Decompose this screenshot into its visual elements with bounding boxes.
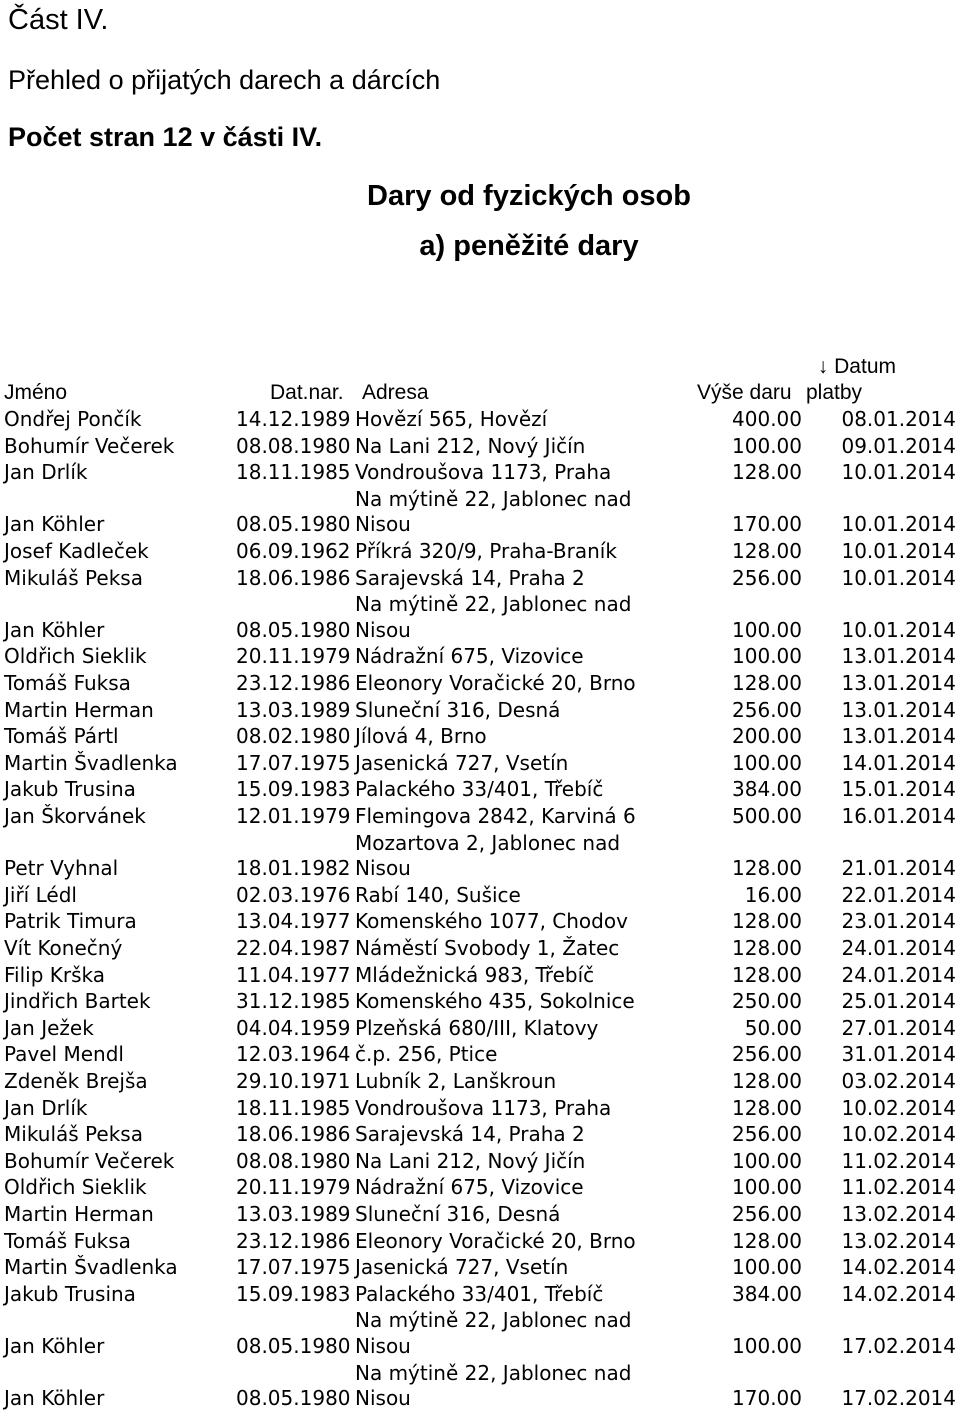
donor-name: Jan Köhler bbox=[4, 512, 105, 537]
payment-date: 10.01.2014 bbox=[841, 460, 956, 485]
column-header-name: Jméno bbox=[4, 381, 68, 404]
gift-amount: 128.00 bbox=[732, 962, 802, 987]
donor-name: Tomáš Fuksa bbox=[4, 1228, 131, 1253]
address-line-top: Na mýtině 22, Jablonec nad bbox=[355, 486, 632, 511]
address: Nádražní 675, Vizovice bbox=[355, 1175, 584, 1200]
birth-date: 17.07.1975 bbox=[236, 1255, 351, 1280]
payment-date: 13.02.2014 bbox=[841, 1202, 956, 1226]
address: Palackého 33/401, Třebíč bbox=[355, 777, 604, 802]
donor-name: Jan Köhler bbox=[4, 617, 105, 642]
gift-amount: 256.00 bbox=[732, 1042, 802, 1067]
payment-date: 10.01.2014 bbox=[841, 617, 956, 642]
address: Sarajevská 14, Praha 2 bbox=[355, 565, 585, 590]
donor-name: Jan Drlík bbox=[4, 460, 88, 485]
payment-date: 08.01.2014 bbox=[841, 407, 956, 431]
gift-amount: 100.00 bbox=[732, 1175, 802, 1200]
payment-date: 17.02.2014 bbox=[841, 1334, 956, 1358]
payment-date: 11.02.2014 bbox=[841, 1148, 956, 1173]
gift-amount: 128.00 bbox=[732, 671, 802, 695]
birth-date: 17.07.1975 bbox=[236, 750, 351, 775]
address: Komenského 1077, Chodov bbox=[355, 909, 628, 934]
gift-amount: 256.00 bbox=[732, 1202, 802, 1226]
birth-date: 22.04.1987 bbox=[236, 936, 351, 960]
column-header-date-top[interactable]: ↓ Datum bbox=[817, 355, 896, 378]
donor-name: Filip Krška bbox=[4, 962, 106, 987]
address-line-top: Na mýtině 22, Jablonec nad bbox=[355, 592, 632, 617]
birth-date: 29.10.1971 bbox=[236, 1069, 351, 1093]
birth-date: 18.01.1982 bbox=[236, 856, 351, 881]
gift-amount: 100.00 bbox=[732, 617, 802, 642]
address: Vondroušova 1173, Praha bbox=[355, 1095, 612, 1120]
payment-date: 10.01.2014 bbox=[841, 512, 956, 537]
birth-date: 08.05.1980 bbox=[236, 1386, 351, 1410]
gift-amount: 100.00 bbox=[732, 644, 802, 669]
gift-amount: 128.00 bbox=[732, 1095, 802, 1120]
gift-amount: 100.00 bbox=[732, 1255, 802, 1280]
payment-date: 13.01.2014 bbox=[841, 697, 956, 722]
birth-date: 12.03.1964 bbox=[236, 1042, 351, 1067]
gift-amount: 250.00 bbox=[732, 989, 802, 1014]
birth-date: 13.04.1977 bbox=[236, 909, 351, 934]
column-header-date-bottom: platby bbox=[806, 381, 863, 404]
birth-date: 11.04.1977 bbox=[236, 962, 351, 987]
payment-date: 13.01.2014 bbox=[841, 671, 956, 695]
address: Plzeňská 680/III, Klatovy bbox=[355, 1015, 599, 1040]
donor-name: Oldřich Sieklik bbox=[4, 1175, 147, 1200]
donor-name: Bohumír Večerek bbox=[4, 433, 175, 458]
gift-amount: 170.00 bbox=[732, 1386, 802, 1410]
address: Hovězí 565, Hovězí bbox=[355, 407, 548, 431]
address: Na Lani 212, Nový Jičín bbox=[355, 433, 586, 458]
address: Sluneční 316, Desná bbox=[355, 1202, 561, 1226]
address: Mládežnická 983, Třebíč bbox=[355, 962, 595, 987]
birth-date: 14.12.1989 bbox=[236, 407, 351, 431]
address: Nisou bbox=[355, 512, 411, 537]
donor-name: Jan Köhler bbox=[4, 1386, 105, 1410]
column-header-address: Adresa bbox=[362, 381, 429, 404]
donor-name: Mikuláš Peksa bbox=[4, 565, 143, 590]
donor-name: Jindřich Bartek bbox=[4, 989, 151, 1014]
gift-amount: 256.00 bbox=[732, 697, 802, 722]
birth-date: 23.12.1986 bbox=[236, 671, 351, 695]
address-line-top: Mozartova 2, Jablonec nad bbox=[355, 830, 621, 855]
donor-name: Bohumír Večerek bbox=[4, 1148, 175, 1173]
donor-name: Zdeněk Brejša bbox=[4, 1069, 148, 1093]
donor-name: Mikuláš Peksa bbox=[4, 1122, 143, 1147]
birth-date: 08.05.1980 bbox=[236, 1334, 351, 1358]
donor-name: Jiří Lédl bbox=[4, 882, 77, 907]
birth-date: 13.03.1989 bbox=[236, 697, 351, 722]
address-line-top: Na mýtině 22, Jablonec nad bbox=[355, 1308, 632, 1333]
birth-date: 18.11.1985 bbox=[236, 1095, 351, 1120]
birth-date: 08.05.1980 bbox=[236, 512, 351, 537]
gift-amount: 384.00 bbox=[732, 1281, 802, 1306]
donor-name: Patrik Timura bbox=[4, 909, 137, 934]
column-header-dob: Dat.nar. bbox=[270, 381, 344, 404]
section-title: Přehled o přijatých darech a dárcích bbox=[8, 65, 441, 95]
address: Jílová 4, Brno bbox=[355, 724, 487, 749]
donor-name: Jakub Trusina bbox=[4, 777, 136, 802]
address: Nádražní 675, Vizovice bbox=[355, 644, 584, 669]
payment-date: 03.02.2014 bbox=[841, 1069, 956, 1093]
gift-amount: 50.00 bbox=[744, 1015, 802, 1040]
donor-name: Tomáš Fuksa bbox=[4, 671, 131, 695]
gift-amount: 400.00 bbox=[732, 407, 802, 431]
address: Nisou bbox=[355, 1386, 411, 1410]
sort-down-icon[interactable]: ↓ bbox=[817, 355, 829, 378]
birth-date: 18.11.1985 bbox=[236, 460, 351, 485]
donor-name: Vít Konečný bbox=[4, 936, 123, 960]
page-count: Počet stran 12 v části IV. bbox=[8, 122, 323, 152]
address: Vondroušova 1173, Praha bbox=[355, 460, 612, 485]
address: Jasenická 727, Vsetín bbox=[355, 1255, 569, 1280]
gift-amount: 128.00 bbox=[732, 909, 802, 934]
birth-date: 08.02.1980 bbox=[236, 724, 351, 749]
address: Eleonory Voračické 20, Brno bbox=[355, 1228, 636, 1253]
donor-name: Martin Herman bbox=[4, 697, 154, 722]
address: Nisou bbox=[355, 856, 411, 881]
birth-date: 04.04.1959 bbox=[236, 1015, 351, 1040]
birth-date: 06.09.1962 bbox=[236, 539, 351, 563]
address: Jasenická 727, Vsetín bbox=[355, 750, 569, 775]
donor-name: Pavel Mendl bbox=[4, 1042, 124, 1067]
payment-date: 11.02.2014 bbox=[841, 1175, 956, 1200]
gift-amount: 128.00 bbox=[732, 539, 802, 563]
donor-name: Martin Herman bbox=[4, 1202, 154, 1226]
address: Flemingova 2842, Karviná 6 bbox=[355, 804, 636, 828]
donor-name: Oldřich Sieklik bbox=[4, 644, 147, 669]
address: č.p. 256, Ptice bbox=[355, 1042, 498, 1067]
payment-date: 17.02.2014 bbox=[841, 1386, 956, 1410]
payment-date: 25.01.2014 bbox=[841, 989, 956, 1014]
address: Nisou bbox=[355, 617, 411, 642]
gift-amount: 256.00 bbox=[732, 565, 802, 590]
address: Palackého 33/401, Třebíč bbox=[355, 1281, 604, 1306]
address: Příkrá 320/9, Praha-Braník bbox=[355, 539, 617, 563]
birth-date: 02.03.1976 bbox=[236, 882, 351, 907]
donor-name: Jakub Trusina bbox=[4, 1281, 136, 1306]
gift-amount: 170.00 bbox=[732, 512, 802, 537]
donor-name: Tomáš Pártl bbox=[4, 724, 119, 749]
payment-date: 24.01.2014 bbox=[841, 936, 956, 960]
gift-amount: 100.00 bbox=[732, 1148, 802, 1173]
gift-amount: 100.00 bbox=[732, 1334, 802, 1358]
payment-date: 24.01.2014 bbox=[841, 962, 956, 987]
birth-date: 15.09.1983 bbox=[236, 777, 351, 802]
gift-amount: 128.00 bbox=[732, 460, 802, 485]
gift-amount: 384.00 bbox=[732, 777, 802, 802]
address: Lubník 2, Lanškroun bbox=[355, 1069, 557, 1093]
gift-type-heading: a) peněžité dary bbox=[419, 230, 639, 262]
birth-date: 13.03.1989 bbox=[236, 1202, 351, 1226]
birth-date: 15.09.1983 bbox=[236, 1281, 351, 1306]
address: Nisou bbox=[355, 1334, 411, 1358]
payment-date: 21.01.2014 bbox=[841, 856, 956, 881]
donor-name: Jan Škorvánek bbox=[4, 804, 146, 828]
payment-date: 13.01.2014 bbox=[841, 724, 956, 749]
part-title: Část IV. bbox=[8, 4, 109, 36]
payment-date: 14.02.2014 bbox=[841, 1281, 956, 1306]
payment-date: 13.02.2014 bbox=[841, 1228, 956, 1253]
birth-date: 20.11.1979 bbox=[236, 1175, 351, 1200]
birth-date: 12.01.1979 bbox=[236, 804, 351, 828]
donor-name: Jan Ježek bbox=[4, 1015, 94, 1040]
birth-date: 08.05.1980 bbox=[236, 617, 351, 642]
payment-date: 27.01.2014 bbox=[841, 1015, 956, 1040]
address: Náměstí Svobody 1, Žatec bbox=[355, 936, 620, 960]
birth-date: 18.06.1986 bbox=[236, 1122, 351, 1147]
payment-date: 15.01.2014 bbox=[841, 777, 956, 802]
payment-date: 22.01.2014 bbox=[841, 882, 956, 907]
birth-date: 31.12.1985 bbox=[236, 989, 351, 1014]
payment-date: 14.01.2014 bbox=[841, 750, 956, 775]
column-header-amount: Výše daru bbox=[697, 381, 792, 404]
gift-amount: 500.00 bbox=[732, 804, 802, 828]
gift-amount: 128.00 bbox=[732, 1069, 802, 1093]
payment-date: 10.02.2014 bbox=[841, 1095, 956, 1120]
donor-name: Martin Švadlenka bbox=[4, 750, 178, 775]
gift-amount: 128.00 bbox=[732, 1228, 802, 1253]
address: Rabí 140, Sušice bbox=[355, 882, 521, 907]
donor-name: Josef Kadleček bbox=[4, 539, 149, 563]
gift-amount: 128.00 bbox=[732, 856, 802, 881]
gift-amount: 100.00 bbox=[732, 433, 802, 458]
donor-name: Jan Köhler bbox=[4, 1334, 105, 1358]
address: Sluneční 316, Desná bbox=[355, 697, 561, 722]
birth-date: 18.06.1986 bbox=[236, 565, 351, 590]
birth-date: 20.11.1979 bbox=[236, 644, 351, 669]
payment-date: 10.01.2014 bbox=[841, 565, 956, 590]
birth-date: 23.12.1986 bbox=[236, 1228, 351, 1253]
birth-date: 08.08.1980 bbox=[236, 1148, 351, 1173]
address: Eleonory Voračické 20, Brno bbox=[355, 671, 636, 695]
gift-amount: 16.00 bbox=[744, 882, 802, 907]
payment-date: 23.01.2014 bbox=[841, 909, 956, 934]
payment-date: 10.02.2014 bbox=[841, 1122, 956, 1147]
payment-date: 13.01.2014 bbox=[841, 644, 956, 669]
payment-date: 10.01.2014 bbox=[841, 539, 956, 563]
birth-date: 08.08.1980 bbox=[236, 433, 351, 458]
payment-date: 09.01.2014 bbox=[841, 433, 956, 458]
address-line-top: Na mýtině 22, Jablonec nad bbox=[355, 1360, 632, 1385]
donor-type-heading: Dary od fyzických osob bbox=[367, 180, 691, 212]
payment-date: 16.01.2014 bbox=[841, 804, 956, 828]
payment-date: 14.02.2014 bbox=[841, 1255, 956, 1280]
donor-name: Martin Švadlenka bbox=[4, 1255, 178, 1280]
donor-name: Jan Drlík bbox=[4, 1095, 88, 1120]
gift-amount: 100.00 bbox=[732, 750, 802, 775]
donor-name: Petr Vyhnal bbox=[4, 856, 119, 881]
gift-amount: 200.00 bbox=[732, 724, 802, 749]
gift-amount: 256.00 bbox=[732, 1122, 802, 1147]
address: Komenského 435, Sokolnice bbox=[355, 989, 635, 1014]
payment-date: 31.01.2014 bbox=[841, 1042, 956, 1067]
address: Na Lani 212, Nový Jičín bbox=[355, 1148, 586, 1173]
address: Sarajevská 14, Praha 2 bbox=[355, 1122, 585, 1147]
donor-name: Ondřej Pončík bbox=[4, 407, 142, 431]
gift-amount: 128.00 bbox=[732, 936, 802, 960]
